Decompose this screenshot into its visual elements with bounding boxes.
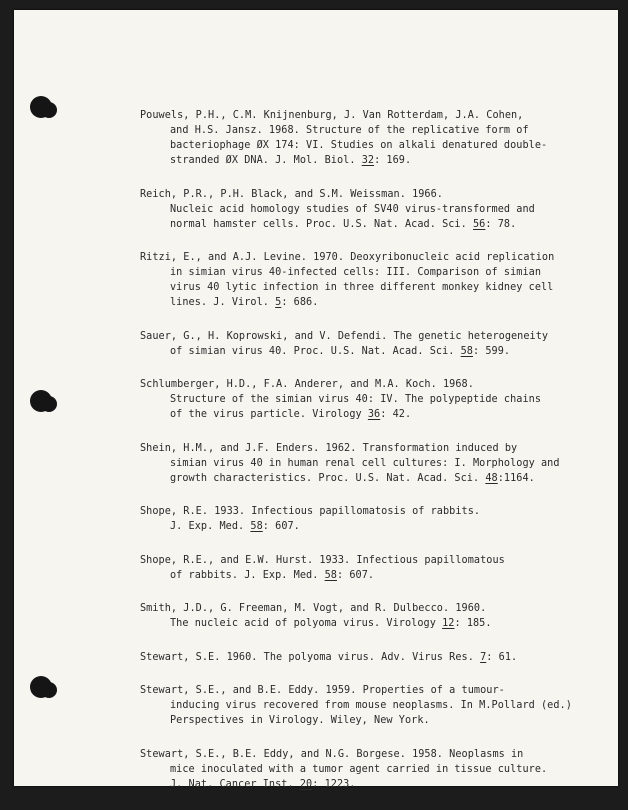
volume-number: 20 <box>299 778 313 790</box>
reference-continuation-line: inducing virus recovered from mouse neoplasms. In M.Pollard (ed.) <box>170 700 572 711</box>
binder-hole-bottom <box>30 676 52 698</box>
reference-entry <box>140 377 580 422</box>
reference-text: : 607. <box>262 521 300 532</box>
reference-continuation-line: virus 40 lytic infection in three different monkey kidney cell <box>170 282 554 293</box>
volume-number: 58 <box>324 569 337 581</box>
reference-text: : 599. <box>473 345 511 357</box>
reference-text: J. Exp. Med. <box>170 521 251 532</box>
reference-text: of the virus particle. Virology <box>170 409 368 420</box>
volume-number: 7 <box>480 651 487 663</box>
reference-text: lines. J. Virol. <box>170 297 276 308</box>
reference-continuation-line <box>140 344 580 359</box>
reference-first-line: Stewart, S.E., B.E. Eddy, and N.G. Borgese. 1958. Neoplasms in <box>140 748 524 760</box>
volume-number: 32 <box>361 155 375 166</box>
reference-first-line: Stewart, S.E., and B.E. Eddy. 1959. Properties of a tumour- <box>140 685 505 696</box>
reference-continuation-line <box>140 295 580 310</box>
reference-text: : 61. <box>486 651 518 663</box>
reference-continuation-line: Nucleic acid homology studies of SV40 virus-transformed and <box>170 203 535 215</box>
reference-continuation-line <box>140 616 580 631</box>
volume-number: 12 <box>442 618 455 629</box>
reference-text: :1164. <box>497 472 535 484</box>
binder-hole-middle <box>30 390 52 412</box>
reference-entry <box>140 187 580 232</box>
binder-hole-top <box>30 96 52 118</box>
reference-continuation-line <box>140 777 580 792</box>
volume-number: 56 <box>473 218 486 230</box>
reference-entry <box>140 553 580 583</box>
reference-first-line <box>140 650 580 665</box>
document-page <box>14 10 618 790</box>
reference-text: : 686. <box>281 297 319 308</box>
reference-text: : 42. <box>380 409 412 420</box>
reference-first-line: Reich, P.R., P.H. Black, and S.M. Weissman. 1966. <box>140 188 443 200</box>
reference-continuation-line <box>140 568 580 583</box>
reference-entry <box>140 250 580 310</box>
reference-continuation-line: simian virus 40 in human renal cell cultures: I. Morphology and <box>170 457 560 469</box>
volume-number: 48 <box>485 472 498 484</box>
reference-entry <box>140 601 580 631</box>
reference-text: stranded ØX DNA. J. Mol. Biol. <box>170 155 362 166</box>
reference-continuation-line <box>140 519 580 534</box>
reference-first-line: Schlumberger, H.D., F.A. Anderer, and M.A. Koch. 1968. <box>140 379 474 390</box>
reference-first-line: Shope, R.E. 1933. Infectious papillomatosis of rabbits. <box>140 506 481 517</box>
reference-text: : 78. <box>485 218 517 230</box>
reference-text: The nucleic acid of polyoma virus. Virology <box>170 618 443 629</box>
reference-first-line: Pouwels, P.H., C.M. Knijnenburg, J. Van Rotterdam, J.A. Cohen, <box>140 110 524 121</box>
volume-number: 36 <box>367 409 381 420</box>
reference-entry <box>140 329 580 359</box>
reference-continuation-line: Perspectives in Virology. Wiley, New York. <box>170 715 430 726</box>
reference-continuation-line <box>140 153 580 168</box>
reference-text: growth characteristics. Proc. U.S. Nat. Acad. Sci. <box>170 472 486 484</box>
reference-entry <box>140 108 580 168</box>
reference-text: normal hamster cells. Proc. U.S. Nat. Acad. Sci. <box>170 218 473 230</box>
reference-entry <box>140 650 580 665</box>
reference-text: of rabbits. J. Exp. Med. <box>170 569 325 581</box>
reference-first-line: Smith, J.D., G. Freeman, M. Vogt, and R. Dulbecco. 1960. <box>140 603 487 614</box>
reference-text: : 169. <box>374 155 412 166</box>
volume-number: 5 <box>275 297 282 308</box>
reference-continuation-line: and H.S. Jansz. 1968. Structure of the replicative form of <box>170 125 529 136</box>
reference-text: : 607. <box>336 569 375 581</box>
reference-text: : 1223. <box>312 778 356 790</box>
reference-continuation-line: mice inoculated with a tumor agent carried in tissue culture. <box>170 763 548 775</box>
reference-entry <box>140 504 580 534</box>
reference-list <box>140 108 580 810</box>
reference-text: Stewart, S.E. 1960. The polyoma virus. Adv. Virus Res. <box>140 651 481 663</box>
reference-continuation-line <box>140 407 580 422</box>
reference-text: of simian virus 40. Proc. U.S. Nat. Acad. Sci. <box>170 345 461 357</box>
reference-entry <box>140 683 580 728</box>
reference-first-line: Shope, R.E., and E.W. Hurst. 1933. Infectious papillomatous <box>140 554 505 566</box>
reference-continuation-line: in simian virus 40-infected cells: III. Comparison of simian <box>170 267 542 278</box>
reference-first-line: Ritzi, E., and A.J. Levine. 1970. Deoxyribonucleic acid replication <box>140 252 555 263</box>
volume-number: 58 <box>250 521 263 532</box>
reference-continuation-line: bacteriophage ØX 174: VI. Studies on alkali denatured double- <box>170 140 548 151</box>
reference-text: : 185. <box>454 618 492 629</box>
reference-continuation-line <box>140 471 580 486</box>
reference-first-line: Shein, H.M., and J.F. Enders. 1962. Transformation induced by <box>140 442 518 454</box>
reference-text: J. Nat. Cancer Inst. <box>170 778 300 790</box>
reference-first-line: Sauer, G., H. Koprowski, and V. Defendi. The genetic heterogeneity <box>140 330 549 342</box>
reference-continuation-line <box>140 217 580 232</box>
reference-continuation-line: Structure of the simian virus 40: IV. The polypeptide chains <box>170 394 542 405</box>
volume-number: 58 <box>460 345 473 357</box>
reference-entry <box>140 441 580 486</box>
reference-entry <box>140 747 580 792</box>
